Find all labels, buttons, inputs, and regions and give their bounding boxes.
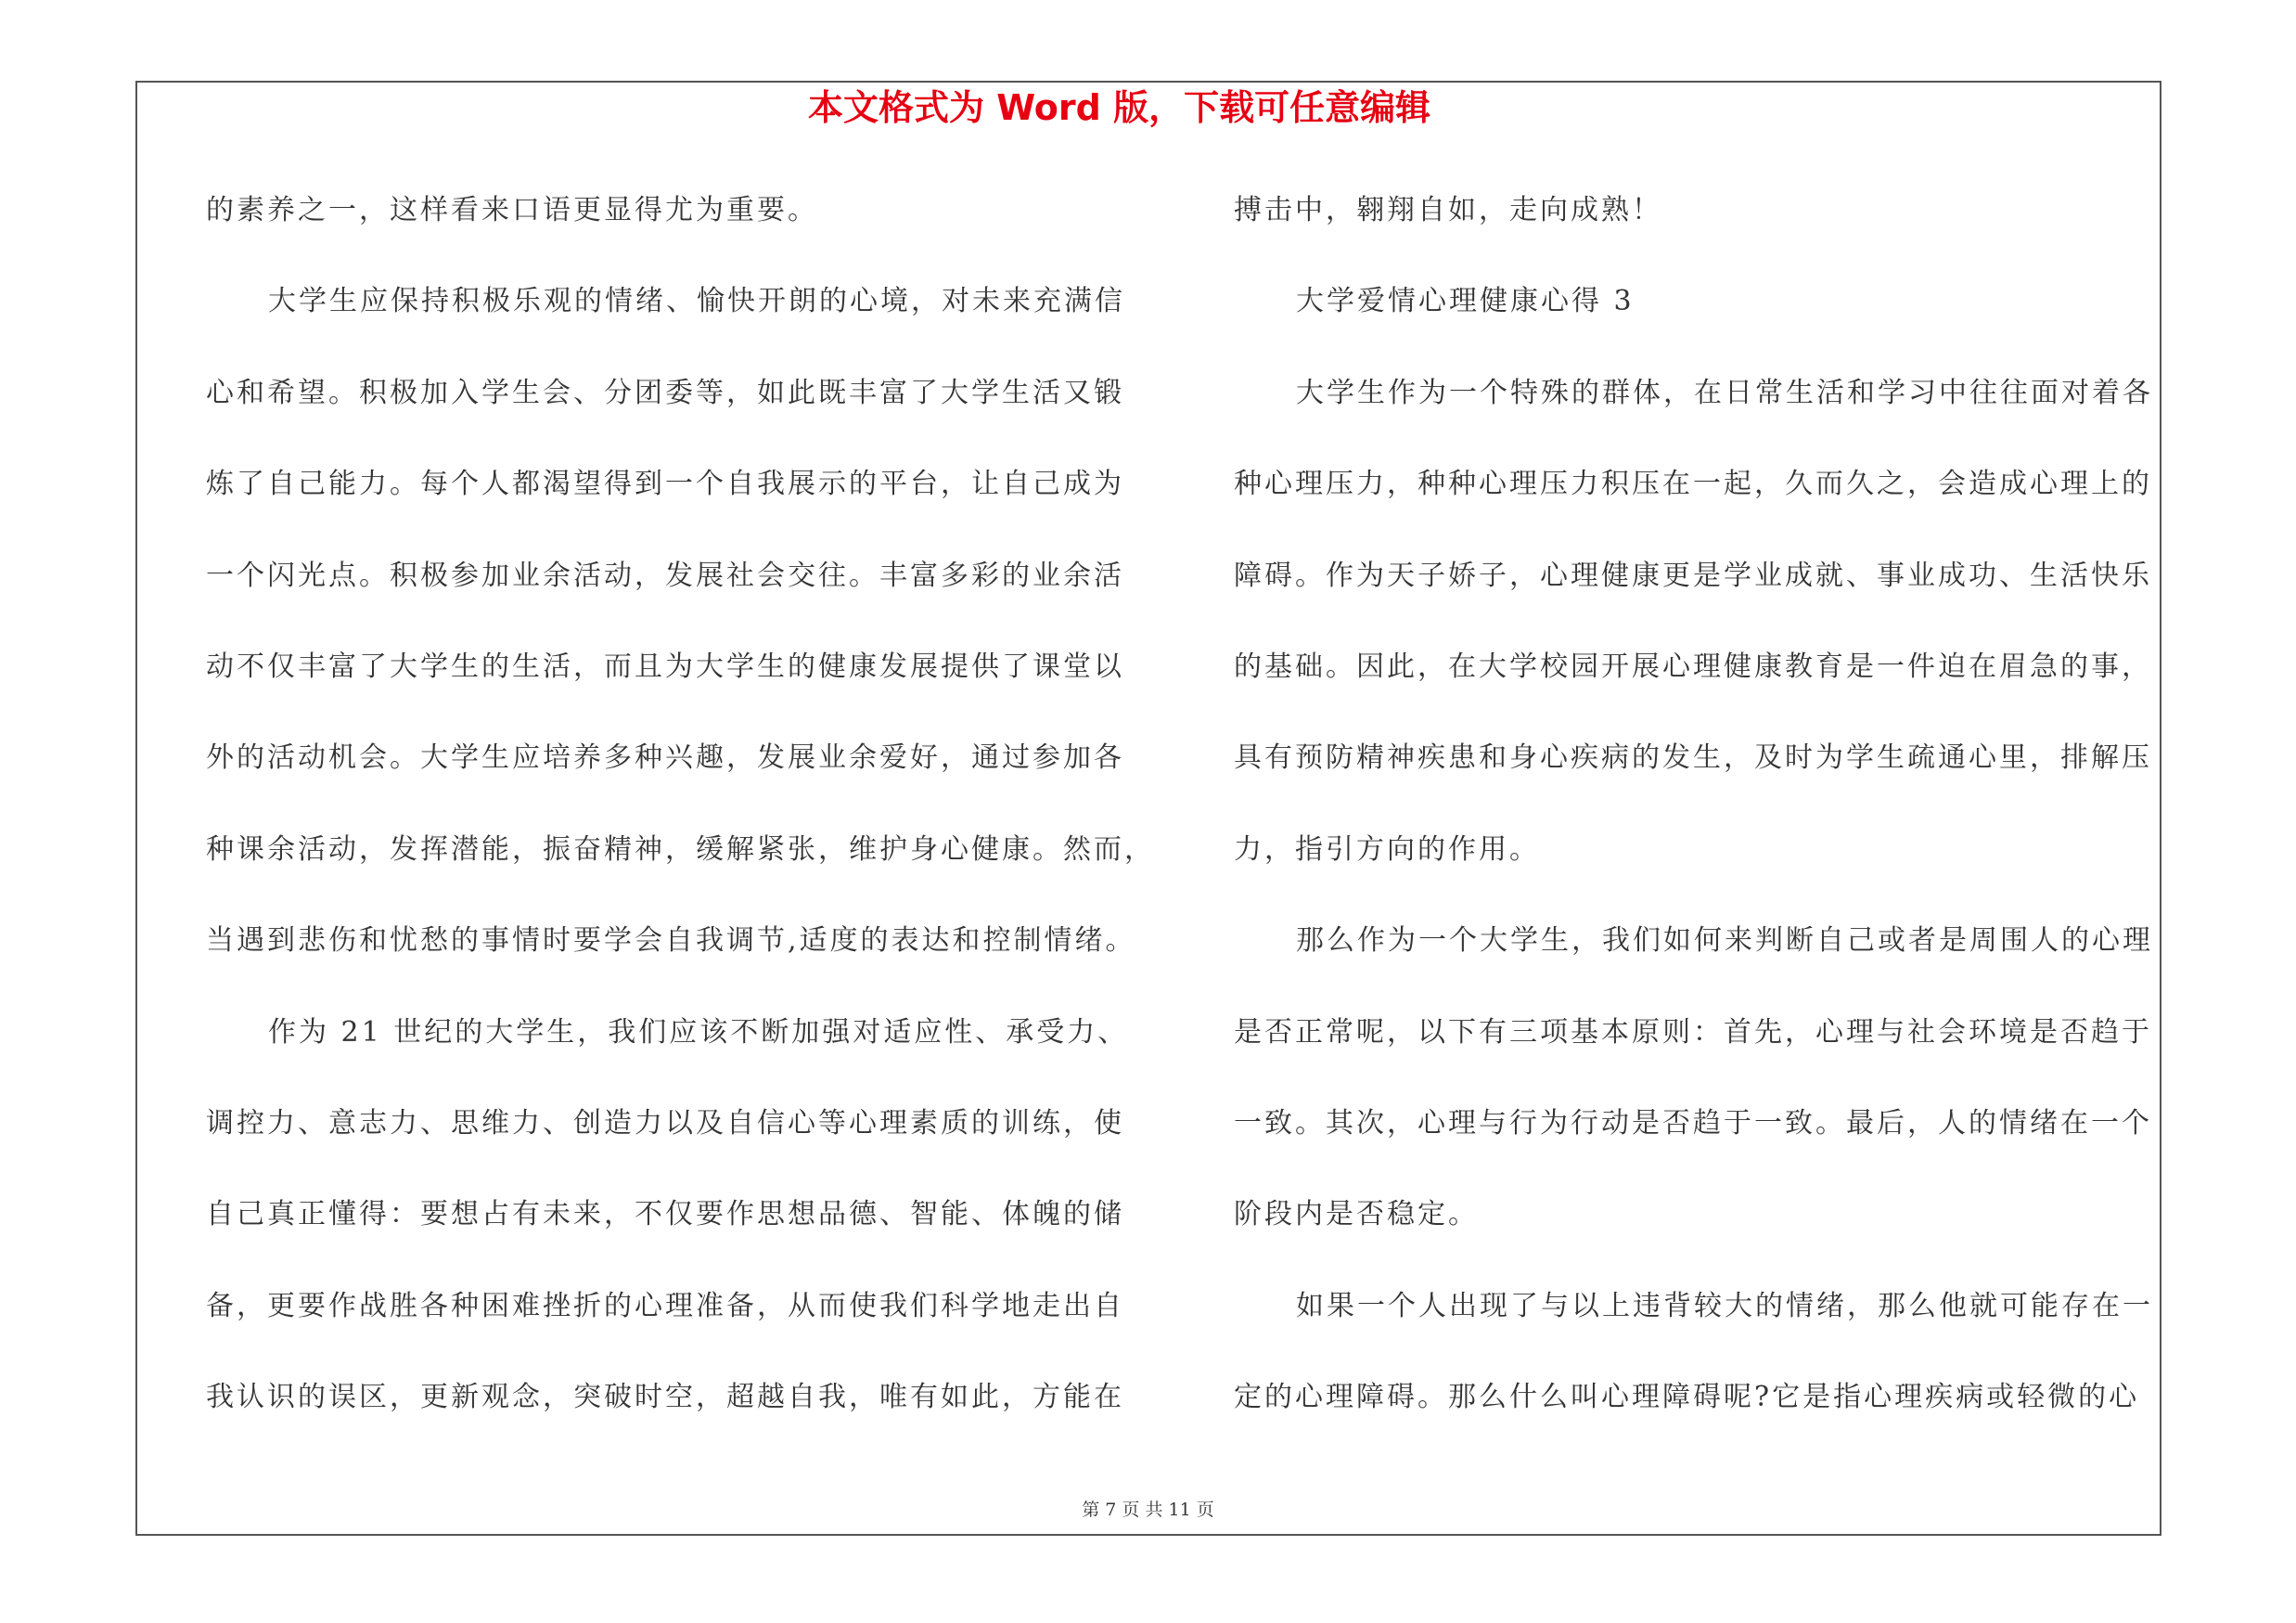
- right-column: [1234, 165, 2152, 1443]
- text-line: 一个闪光点。积极参加业余活动，发展社会交往。丰富多彩的业余活: [206, 559, 1124, 592]
- text-line: 备，更要作战胜各种困难挫折的心理准备，从而使我们科学地走出自: [206, 1289, 1124, 1322]
- text-line: 是否正常呢，以下有三项基本原则：首先，心理与社会环境是否趋于: [1234, 1015, 2152, 1049]
- paragraph: [1234, 348, 2152, 895]
- paragraph: [206, 256, 1155, 986]
- paragraph: [1234, 165, 2152, 256]
- text-line: 定的心理障碍。那么什么叫心理障碍呢?它是指心理疾病或轻微的心: [1234, 1381, 2140, 1414]
- text-line: 自己真正懂得：要想占有未来，不仅要作思想品德、智能、体魄的储: [206, 1198, 1124, 1231]
- text-line: 如果一个人出现了与以上违背较大的情绪，那么他就可能存在一: [1296, 1289, 2153, 1322]
- text-line: 炼了自己能力。每个人都渴望得到一个自我展示的平台，让自己成为: [206, 468, 1124, 501]
- text-line: 大学生作为一个特殊的群体，在日常生活和学习中往往面对着各: [1296, 376, 2153, 409]
- text-line: 的素养之一，这样看来口语更显得尤为重要。: [206, 194, 818, 226]
- text-line: 心和希望。积极加入学生会、分团委等，如此既丰富了大学生活又锻: [206, 376, 1124, 409]
- section-heading: [1234, 256, 2152, 347]
- paragraph: [206, 165, 1124, 256]
- text-line: 种心理压力，种种心理压力积压在一起，久而久之，会造成心理上的: [1234, 468, 2152, 501]
- text-line: 的基础。因此，在大学校园开展心理健康教育是一件迫在眉急的事，: [1234, 650, 2152, 683]
- page-number: 第 7 页 共 11 页: [1082, 1500, 1214, 1520]
- paragraph: [1234, 895, 2152, 1261]
- text-line: 那么作为一个大学生，我们如何来判断自己或者是周围人的心理: [1296, 924, 2153, 958]
- section-heading-text: 大学爱情心理健康心得 3: [1296, 285, 1635, 318]
- text-line: 调控力、意志力、思维力、创造力以及自信心等心理素质的训练，使: [206, 1106, 1124, 1140]
- text-line: 外的活动机会。大学生应培养多种兴趣，发展业余爱好，通过参加各: [206, 741, 1124, 775]
- paragraph: [206, 987, 1129, 1444]
- text-line: 阶段内是否稳定。: [1234, 1198, 1479, 1231]
- text-line: 种课余活动，发挥潜能，振奋精神，缓解紧张，维护身心健康。然而，: [206, 832, 1155, 866]
- text-line: 力，指引方向的作用。: [1234, 832, 1540, 866]
- text-line: 一致。其次，心理与行为行动是否趋于一致。最后，人的情绪在一个: [1234, 1106, 2152, 1140]
- text-line: 搏击中，翱翔自如，走向成熟！: [1234, 194, 1662, 226]
- format-notice: 本文格式为 Word 版，下载可任意编辑: [808, 87, 1431, 128]
- paragraph: [1234, 1261, 2152, 1444]
- text-line: 作为 21 世纪的大学生，我们应该不断加强对适应性、承受力、: [268, 1015, 1129, 1049]
- left-column: [206, 165, 1155, 1443]
- text-line: 我认识的误区，更新观念，突破时空，超越自我，唯有如此，方能在: [206, 1381, 1124, 1414]
- text-line: 当遇到悲伤和忧愁的事情时要学会自我调节,适度的表达和控制情绪。: [206, 924, 1136, 958]
- text-line: 动不仅丰富了大学生的生活，而且为大学生的健康发展提供了课堂以: [206, 650, 1124, 683]
- text-line: 大学生应保持积极乐观的情绪、愉快开朗的心境，对未来充满信: [268, 285, 1125, 318]
- text-line: 具有预防精神疾患和身心疾病的发生，及时为学生疏通心里，排解压: [1234, 741, 2152, 775]
- text-line: 障碍。作为天子娇子，心理健康更是学业成就、事业成功、生活快乐: [1234, 559, 2152, 592]
